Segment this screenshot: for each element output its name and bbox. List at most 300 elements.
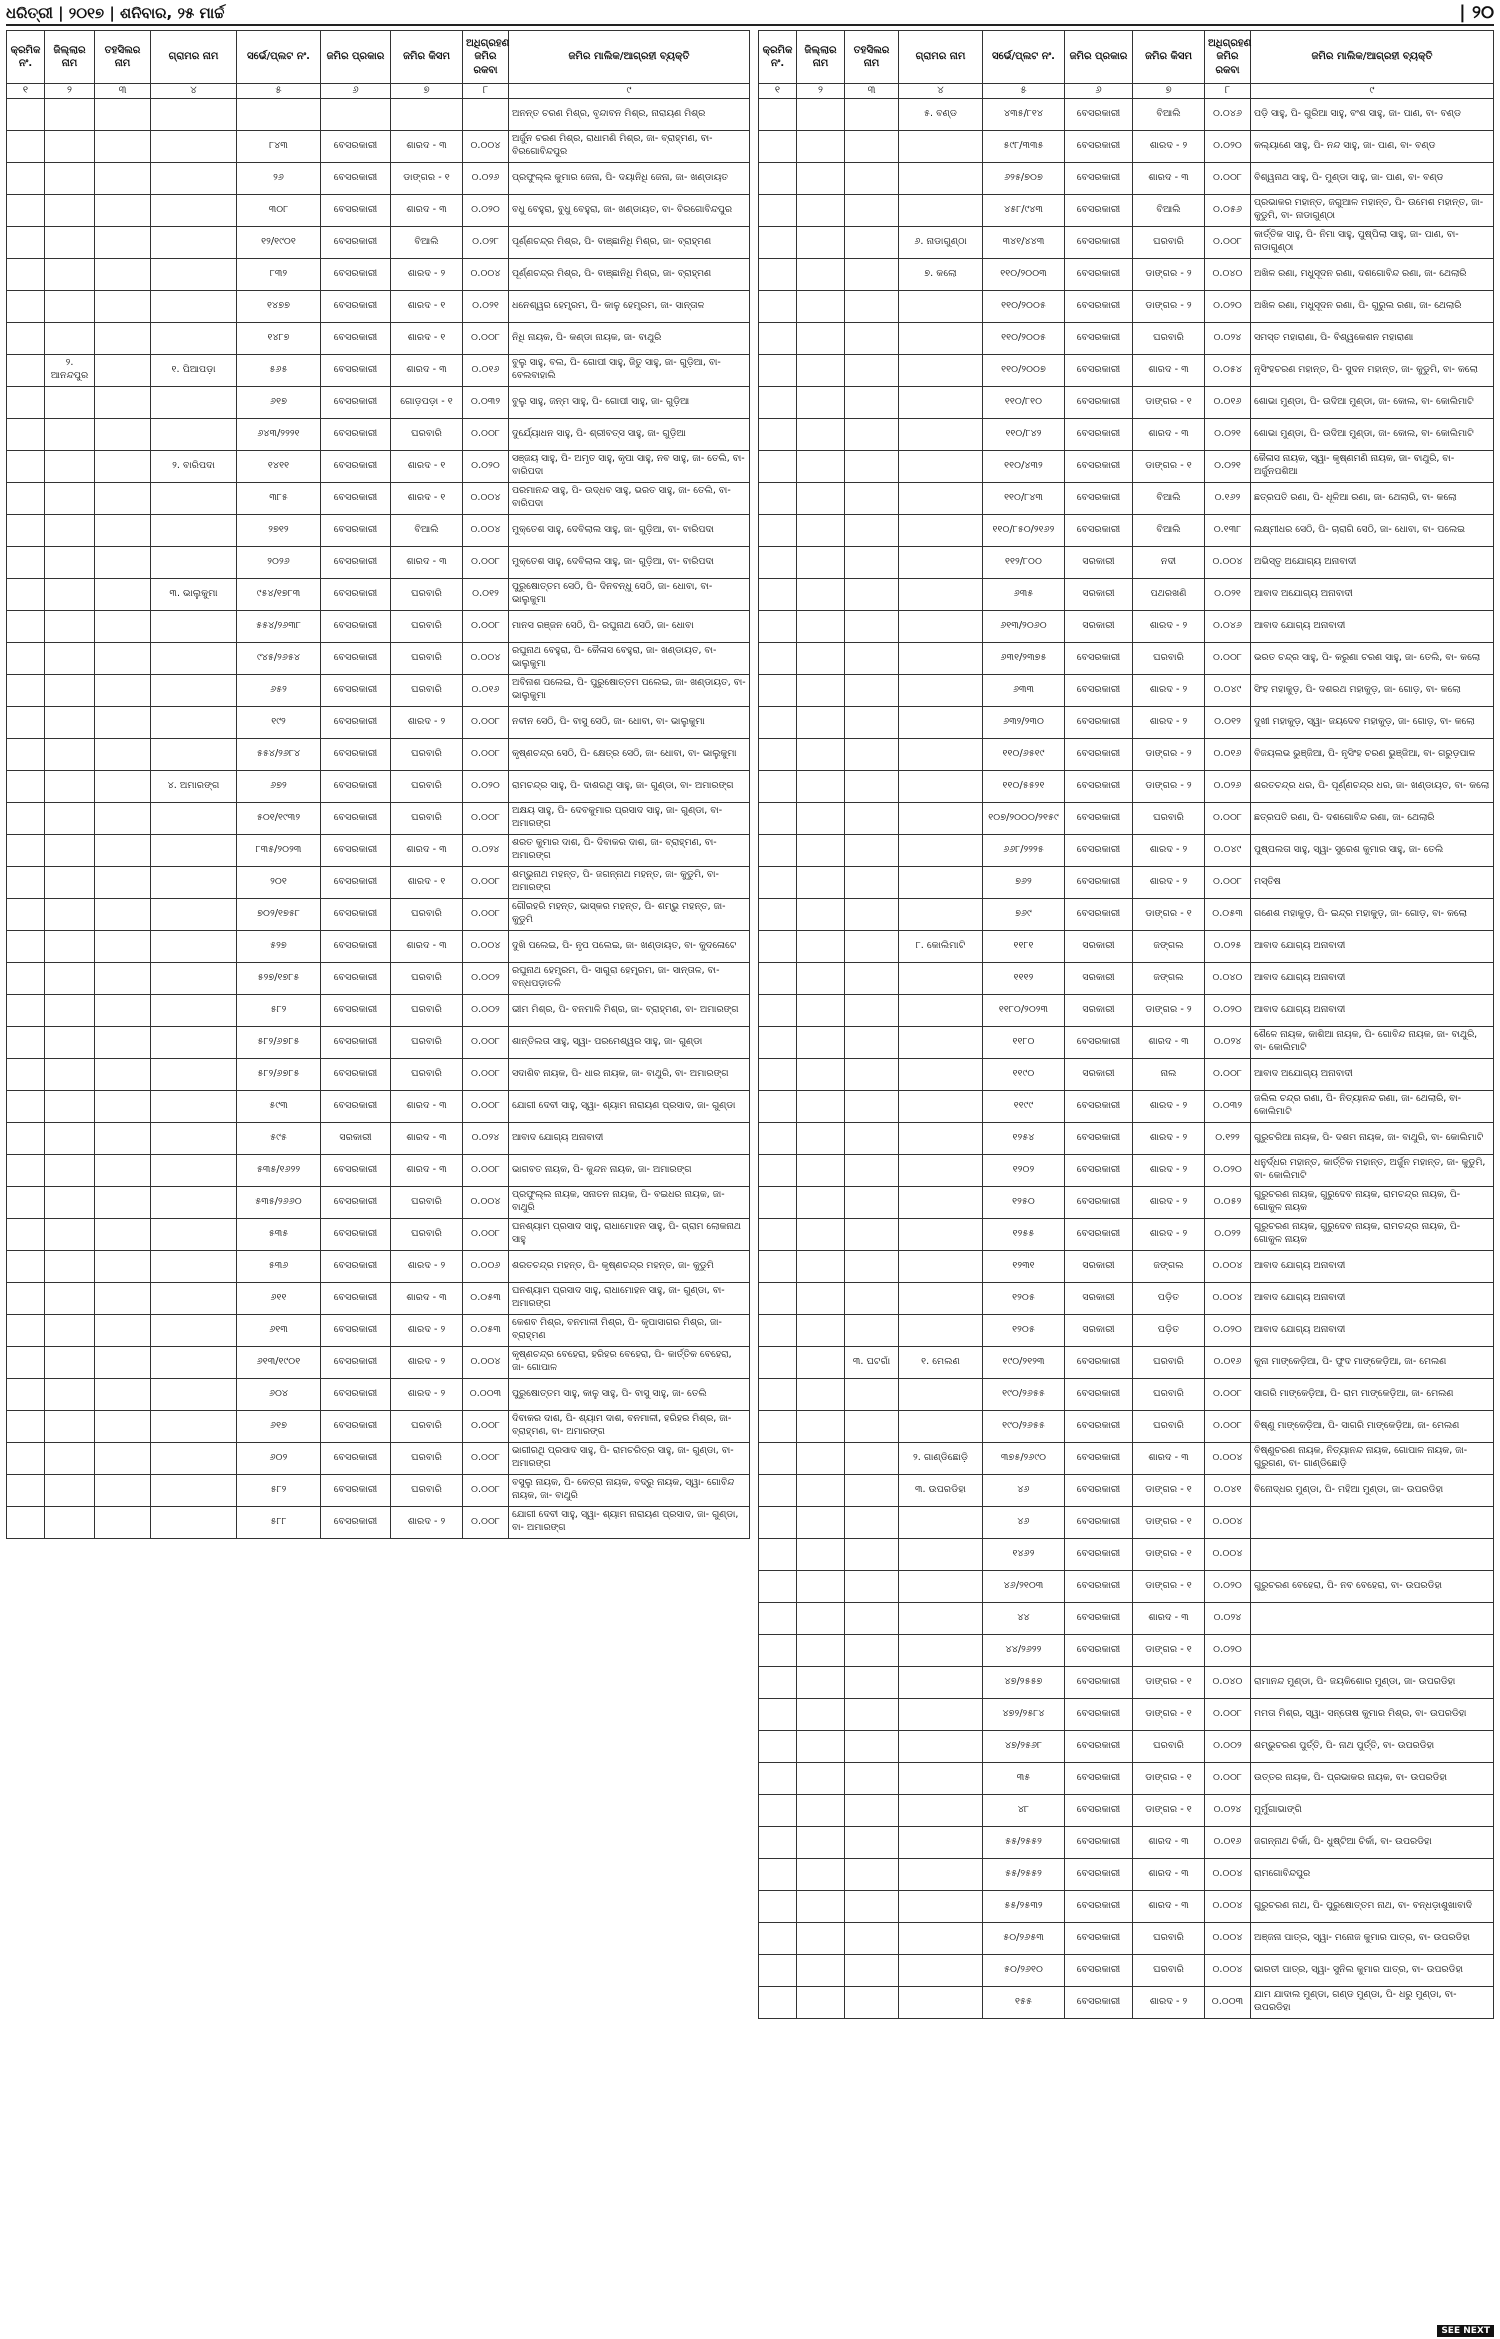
district-cell [45,1378,95,1410]
village-cell [151,610,237,642]
serial-cell [759,450,797,482]
owner-cell: ମସ୍ତିଷ [1251,866,1494,898]
area-cell: ୦.୦୧୨ [463,578,509,610]
district-cell [797,1602,845,1634]
tahasil-cell [845,1922,899,1954]
land-type-cell: ସରକାରୀ [1065,994,1133,1026]
land-type-cell: ବେସରକାରୀ [1065,770,1133,802]
owner-cell: ଅନନ୍ତ ଚରଣ ମିଶ୍ର, ବୃନ୍ଦାବନ ମିଶ୍ର, ନାରାୟଣ ମିଶ୍ର [509,98,750,130]
table-row [7,770,750,802]
land-type-cell: ବେସରକାରୀ [1065,1026,1133,1058]
tahasil-cell [95,162,151,194]
tahasil-cell [845,994,899,1026]
district-cell [797,1666,845,1698]
tahasil-cell [95,1218,151,1250]
left-column [6,30,750,2326]
serial-cell [7,418,45,450]
village-cell [151,1122,237,1154]
header-cell: କ୍ରମିକ ନଂ. [759,31,797,84]
land-kisam-cell: ଘରବାରି [1133,1378,1205,1410]
village-cell [151,1442,237,1474]
table-row [759,1698,1494,1730]
district-cell [797,1794,845,1826]
owner-cell: ଆବାଦ ଯୋଗ୍ୟ ଅନାବାଦୀ [1251,610,1494,642]
land-type-cell: ସରକାରୀ [1065,1314,1133,1346]
district-cell [797,1538,845,1570]
land-type-cell: ବେସରକାରୀ [1065,1634,1133,1666]
table-row [7,1186,750,1218]
plot-number-cell: ୧୧୦/୮୫୦/୨୧୬୨ [983,514,1065,546]
area-cell: ୦.୦୨୪ [463,1122,509,1154]
land-type-cell: ବେସରକାରୀ [321,130,391,162]
tahasil-cell [95,962,151,994]
area-cell: ୦.୦୦୮ [463,1506,509,1538]
area-cell: ୦.୦୦୮ [463,1058,509,1090]
serial-cell [7,1250,45,1282]
district-cell [45,674,95,706]
table-row [7,418,750,450]
area-cell: ୦.୧୬୨ [1205,482,1251,514]
district-cell [797,1442,845,1474]
district-cell [45,1186,95,1218]
tahasil-cell [845,1826,899,1858]
land-type-cell: ବେସରକାରୀ [321,290,391,322]
serial-cell [759,1218,797,1250]
plot-number-cell: ୩୭୫/୨୬୯୦ [983,1442,1065,1474]
district-cell [797,1986,845,2018]
owner-cell: ମୁର୍ମୁଗାଭାଙ୍ଗି [1251,1794,1494,1826]
tahasil-cell [95,834,151,866]
village-cell [151,962,237,994]
column-number: ୬ [1065,84,1133,99]
district-cell [45,1410,95,1442]
serial-cell [759,866,797,898]
tahasil-cell [845,1602,899,1634]
land-kisam-cell: ଡାଙ୍ଗର - ୨ [1133,290,1205,322]
plot-number-cell: ୧୧୦/୫୫୨୧ [983,770,1065,802]
owner-cell [1251,1602,1494,1634]
owner-cell: ବୁଲୁ ସାହୁ, ବଲ, ପି- ଗୋପୀ ସାହୁ, ଜିତୁ ସାହୁ, ଜା- ଗୁଡ଼ିଆ, ବା- ବେଲବାହାଲି [509,354,750,386]
owner-cell: ଆବାଦ ଯୋଗ୍ୟ ଅନାବାଦୀ [509,1122,750,1154]
village-cell [151,1218,237,1250]
area-cell: ୦.୦୧୬ [1205,738,1251,770]
owner-cell: ଦିବାକର ଦାଶ, ପି- ଶ୍ୟାମ ଦାଶ, ବନମାଳୀ, ହରିହର ମିଶ୍ର, ଜା- ବ୍ରାହ୍ମଣ, ବା- ଅମାରଙ୍ଗ [509,1410,750,1442]
area-cell: ୦.୦୦୪ [463,482,509,514]
tahasil-cell [845,1954,899,1986]
village-cell [899,546,983,578]
village-cell [899,962,983,994]
land-kisam-cell: ଗୋଡ଼ପଡ଼ା - ୧ [391,386,463,418]
tahasil-cell [845,770,899,802]
table-row [7,706,750,738]
serial-cell [759,1474,797,1506]
table-row [759,994,1494,1026]
plot-number-cell: ୫୫୪/୨୬୩୮ [237,610,321,642]
area-cell: ୦.୦୪୧ [1205,1474,1251,1506]
land-kisam-cell: ଡାଙ୍ଗର - ୨ [1133,770,1205,802]
table-row [7,1122,750,1154]
serial-cell [759,1282,797,1314]
plot-number-cell: ୭୬୨ [983,866,1065,898]
land-kisam-cell: ଘରବାରି [1133,642,1205,674]
serial-cell [7,1090,45,1122]
owner-cell [1251,1506,1494,1538]
table-row [7,738,750,770]
header-cell: ଜମିର କିସମ [391,31,463,84]
district-cell [797,770,845,802]
tahasil-cell [95,1442,151,1474]
tahasil-cell [95,450,151,482]
land-type-cell: ବେସରକାରୀ [1065,1954,1133,1986]
area-cell: ୦.୦୦୮ [463,1410,509,1442]
tahasil-cell [95,1090,151,1122]
owner-cell: ଲକ୍ଷ୍ମୀଧର ସେଠି, ପି- ଚାରାଗି ସେଠି, ଜା- ଧୋବା, ବା- ପଲେଇ [1251,514,1494,546]
district-cell [797,1730,845,1762]
land-kisam-cell: ବିଆଲି [391,514,463,546]
district-cell [797,1218,845,1250]
village-cell [899,1730,983,1762]
land-kisam-cell: ଶାରଦ - ୨ [1133,1186,1205,1218]
village-cell [899,1986,983,2018]
district-cell [45,738,95,770]
table-row [759,1122,1494,1154]
plot-number-cell: ୧୦୭/୨୦୦୦/୨୧୫୯ [983,802,1065,834]
tahasil-cell [845,1858,899,1890]
tahasil-cell [95,578,151,610]
serial-cell [759,226,797,258]
tahasil-cell [845,1250,899,1282]
serial-cell [759,1634,797,1666]
village-cell [899,514,983,546]
tahasil-cell [845,1890,899,1922]
plot-number-cell: ୨୭୧୨ [237,514,321,546]
district-cell [45,1218,95,1250]
village-cell [151,514,237,546]
district-cell [797,962,845,994]
land-type-cell: ବେସରକାରୀ [321,1346,391,1378]
land-kisam-cell: ଘରବାରି [1133,1954,1205,1986]
district-cell [45,706,95,738]
owner-cell: ପୁଷ୍ପଲତା ସାହୁ, ସ୍ୱା- ସୁରେଶ କୁମାର ସାହୁ, ଜା- ତେଲି [1251,834,1494,866]
land-kisam-cell [391,98,463,130]
plot-number-cell: ୧୨୩୧ [983,1250,1065,1282]
serial-cell [759,1986,797,2018]
tahasil-cell [845,706,899,738]
column-number: ୮ [1205,84,1251,99]
land-type-cell: ବେସରକାରୀ [321,162,391,194]
table-row [759,1218,1494,1250]
column-number: ୭ [391,84,463,99]
header-cell: ଜମିର ପ୍ରକାର [321,31,391,84]
land-kisam-cell: ଶାରଦ - ୩ [391,194,463,226]
land-kisam-cell: ଡାଙ୍ଗର - ୧ [1133,898,1205,930]
area-cell: ୦.୦୨୦ [1205,130,1251,162]
table-row [759,1058,1494,1090]
table-row [759,1442,1494,1474]
district-cell [797,1122,845,1154]
district-cell [797,1378,845,1410]
tahasil-cell [845,162,899,194]
table-row [759,1730,1494,1762]
village-cell [899,322,983,354]
serial-cell [7,1218,45,1250]
land-kisam-cell: ଶାରଦ - ୧ [391,290,463,322]
table-row [7,1026,750,1058]
plot-number-cell: ୬୫୨ [237,674,321,706]
village-cell [151,1058,237,1090]
land-type-cell: ବେସରକାରୀ [321,834,391,866]
district-cell [45,770,95,802]
village-cell [899,450,983,482]
column-number: ୨ [45,84,95,99]
area-cell: ୦.୦୦୪ [463,130,509,162]
plot-number-cell: ୧୧୦/୪୩୨ [983,450,1065,482]
village-cell [151,482,237,514]
serial-cell [759,514,797,546]
tahasil-cell [845,194,899,226]
header-cell: ତହସିଲର ନାମ [95,31,151,84]
district-cell [797,130,845,162]
village-cell [151,546,237,578]
tahasil-cell [845,898,899,930]
village-cell [899,1186,983,1218]
village-cell [899,674,983,706]
area-cell: ୦.୦୦୪ [1205,1890,1251,1922]
owner-cell: ସାଗରି ମାଙ୍କେଡ଼ିଆ, ପି- ରାମ ମାଙ୍କେଡ଼ିଆ, ଜା- ମେଲଣ [1251,1378,1494,1410]
land-type-cell: ବେସରକାରୀ [321,386,391,418]
column-number: ୩ [845,84,899,99]
owner-cell: ରଘୁନାଥ ହେମ୍ବ୍ରମ, ପି- ସାଗୁରା ହେମ୍ବ୍ରମ, ଜା- ସାନ୍ତାଳ, ବା- ବନ୍ଧପଡ଼ାତଳି [509,962,750,994]
serial-cell [759,578,797,610]
serial-cell [759,642,797,674]
serial-cell [7,290,45,322]
area-cell: ୦.୦୦୪ [1205,1954,1251,1986]
owner-cell: ଶରତଚନ୍ଦ୍ର ଧର, ପି- ପୂର୍ଣ୍ଣଚନ୍ଦ୍ର ଧର, ଜା- ଖଣ୍ଡାୟତ, ବା- କଲୋ [1251,770,1494,802]
village-cell: ୫. ବଣ୍ଡ [899,98,983,130]
district-cell [45,1090,95,1122]
district-cell [797,578,845,610]
area-cell: ୦.୦୨୮ [463,226,509,258]
tahasil-cell [845,1026,899,1058]
village-cell [151,386,237,418]
owner-cell: ମୁକ୍ତେଶ ସାହୁ, ଦେବିଲାଲ ସାହୁ, ଜା- ଗୁଡ଼ିଆ, ବା- ବାରିପଦା [509,514,750,546]
land-kisam-cell: ଶାରଦ - ୩ [391,1090,463,1122]
serial-cell [759,1250,797,1282]
owner-cell: ଭୀମ ମିଶ୍ର, ପି- ବନମାଳି ମିଶ୍ର, ଜା- ବ୍ରାହ୍ମଣ, ବା- ଅମାରଙ୍ଗ [509,994,750,1026]
plot-number-cell: ୭୦୨/୧୭୫୮ [237,898,321,930]
serial-cell [7,258,45,290]
serial-cell [759,706,797,738]
land-kisam-cell: ଶାରଦ - ୩ [1133,1858,1205,1890]
table-row [759,1986,1494,2018]
tahasil-cell [845,1218,899,1250]
area-cell: ୦.୦୨୦ [463,194,509,226]
district-cell [797,194,845,226]
land-type-cell: ବେସରକାରୀ [1065,1794,1133,1826]
area-cell: ୦.୦୦୮ [463,866,509,898]
land-kisam-cell: ଶାରଦ - ୩ [391,130,463,162]
area-cell: ୦.୦୦୮ [463,610,509,642]
serial-cell [7,546,45,578]
tahasil-cell [95,1506,151,1538]
area-cell: ୦.୦୦୮ [1205,1698,1251,1730]
district-cell [797,1506,845,1538]
serial-cell [759,1890,797,1922]
tahasil-cell [845,1378,899,1410]
land-kisam-cell: ଡାଙ୍ଗର - ୧ [1133,1538,1205,1570]
tahasil-cell [95,482,151,514]
owner-cell: ରାମଗୋବିନ୍ଦପୁର [1251,1858,1494,1890]
land-kisam-cell: ଶାରଦ - ୨ [391,1314,463,1346]
area-cell: ୦.୦୪୬ [1205,610,1251,642]
land-kisam-cell: ଶାରଦ - ୩ [391,546,463,578]
plot-number-cell: ୧୨୦୫ [983,1282,1065,1314]
tahasil-cell [95,1186,151,1218]
area-cell: ୦.୦୫୩ [463,1282,509,1314]
tahasil-cell [845,290,899,322]
plot-number-cell: ୩୫ [983,1762,1065,1794]
serial-cell [759,1954,797,1986]
owner-cell: ପଡ଼ି ସାହୁ, ପି- ଗୁରିଆ ସାହୁ, ବଂଶ ସାହୁ, ଜା- ପାଣ, ବା- ବଣ୍ଡ [1251,98,1494,130]
land-type-cell: ବେସରକାରୀ [1065,1090,1133,1122]
tahasil-cell [95,1346,151,1378]
table-row [759,450,1494,482]
table-row [759,1538,1494,1570]
tahasil-cell [845,866,899,898]
table-row [7,1410,750,1442]
land-kisam-cell: ଘରବାରି [1133,1410,1205,1442]
owner-cell: ଶୈଳେ ନାୟକ, କାଶିଆ ନାୟକ, ପି- ଗୋବିନ୍ଦ ନାୟକ, ଜା- ବାଥୁରି, ବା- କୋଲିମାଟି [1251,1026,1494,1058]
area-cell: ୦.୦୧୬ [463,354,509,386]
village-cell [151,866,237,898]
village-cell [899,418,983,450]
tahasil-cell [845,1666,899,1698]
table-row [759,1474,1494,1506]
owner-cell: ଅକ୍ଷୟ ସାହୁ, ପି- ଦେବକୁମାର ପ୍ରସାଦ ସାହୁ, ଜା- ଗୁଣ୍ଡା, ବା- ଅମାରଙ୍ଗ [509,802,750,834]
land-kisam-cell: ଶାରଦ - ୨ [1133,610,1205,642]
land-kisam-cell: ଘରବାରି [391,1410,463,1442]
land-kisam-cell: ନଦୀ [1133,546,1205,578]
serial-cell [759,1794,797,1826]
district-cell [45,1122,95,1154]
village-cell [899,194,983,226]
area-cell: ୦.୦୨୬ [463,162,509,194]
serial-cell [7,322,45,354]
land-type-cell: ସରକାରୀ [1065,1250,1133,1282]
plot-number-cell: ୫୫/୨୫୩୨ [983,1890,1065,1922]
tahasil-cell [845,578,899,610]
owner-cell: ଘନଶ୍ୟାମ ପ୍ରସାଦ ସାହୁ, ରାଧାମୋହନ ସାହୁ, ପି- ଗ୍ରାମ ଲୋକନାଥ ସାହୁ [509,1218,750,1250]
header-cell: ଜିଲ୍ଲାର ନାମ [45,31,95,84]
column-number: ୧ [759,84,797,99]
table-row [7,994,750,1026]
owner-cell: ଉତ୍ତର ନାୟକ, ପି- ପ୍ରଭାକର ନାୟକ, ବା- ଉପରଡିହା [1251,1762,1494,1794]
owner-cell: ଘନଶ୍ୟାମ ପ୍ରସାଦ ସାହୁ, ରାଧାମୋହନ ସାହୁ, ଜା- ଗୁଣ୍ଡା, ବା- ଅମାରଙ୍ଗ [509,1282,750,1314]
land-type-cell: ବେସରକାରୀ [1065,98,1133,130]
land-type-cell: ବେସରକାରୀ [321,226,391,258]
serial-cell [759,194,797,226]
plot-number-cell: ୧୧୮୦ [983,1026,1065,1058]
tahasil-cell [845,1410,899,1442]
table-row [759,1666,1494,1698]
district-cell [797,450,845,482]
serial-cell [759,1666,797,1698]
plot-number-cell: ୩୪୧/୪୪୩ [983,226,1065,258]
village-cell [899,1954,983,1986]
district-cell [45,546,95,578]
page-number: | ୨୦ [1459,2,1494,23]
land-type-cell: ବେସରକାରୀ [1065,482,1133,514]
village-cell [151,258,237,290]
owner-cell: ଗୁରୁଚରଣ ବେହେରା, ପି- ନବ ବେହେରା, ବା- ଉପରଡିହା [1251,1570,1494,1602]
land-type-cell: ବେସରକାରୀ [321,770,391,802]
village-cell [899,610,983,642]
village-cell [151,226,237,258]
table-row [759,1890,1494,1922]
serial-cell [7,482,45,514]
plot-number-cell: ୬୩୩ [983,674,1065,706]
tahasil-cell [95,770,151,802]
tahasil-cell [845,226,899,258]
land-type-cell: ବେସରକାରୀ [1065,290,1133,322]
district-cell [45,1250,95,1282]
owner-cell: ପୁରୁଷୋତ୍ତମ ସାହୁ, କାଳୁ ସାହୁ, ପି- ବାସୁ ସାହୁ, ଜା- ତେଲି [509,1378,750,1410]
land-kisam-cell: ଶାରଦ - ୧ [391,482,463,514]
tahasil-cell [845,610,899,642]
owner-cell: ରାମଚନ୍ଦ୍ର ସାହୁ, ପି- ଦାଶରଥି ସାହୁ, ଜା- ଗୁଣ୍ଡା, ବା- ଅମାରଙ୍ଗ [509,770,750,802]
district-cell [797,1026,845,1058]
area-cell: ୦.୦୦୪ [1205,1282,1251,1314]
village-cell [151,1154,237,1186]
land-kisam-cell: ବିଆଲି [1133,482,1205,514]
tahasil-cell [95,1474,151,1506]
plot-number-cell: ୪୭୨/୨୫୮୪ [983,1698,1065,1730]
table-row [7,1314,750,1346]
district-cell [45,962,95,994]
owner-cell: କୃଷ୍ଣଚନ୍ଦ୍ର ସେଠି, ପି- କ୍ଷେତ୍ର ସେଠି, ଜା- ଧୋବା, ବା- ଭାଲୁକୁମା [509,738,750,770]
table-row [7,1378,750,1410]
table-row [759,578,1494,610]
serial-cell [7,578,45,610]
land-type-cell: ବେସରକାରୀ [1065,1762,1133,1794]
land-type-cell: ବେସରକାରୀ [1065,418,1133,450]
owner-cell: ପୂର୍ଣ୍ଣଚନ୍ଦ୍ର ମିଶ୍ର, ପି- ବାଞ୍ଛାନିଧି ମିଶ୍ର, ଜା- ବ୍ରାହ୍ମଣ [509,226,750,258]
land-type-cell: ବେସରକାରୀ [321,1186,391,1218]
tahasil-cell [845,802,899,834]
village-cell [151,802,237,834]
plot-number-cell: ୪୩୫/୮୧୪ [983,98,1065,130]
serial-cell [759,1506,797,1538]
land-kisam-cell: ଶାରଦ - ୩ [1133,1826,1205,1858]
land-type-cell: ବେସରକାରୀ [1065,226,1133,258]
owner-cell: ଗୌରହରି ମହନ୍ତ, ଭାସ୍କର ମହନ୍ତ, ପି- ଶମ୍ଭୁ ମହନ୍ତ, ଜା- କୁଡୁମି [509,898,750,930]
header-cell: ଜମିର ମାଲିକ/ଆଗ୍ରହୀ ବ୍ୟକ୍ତି [509,31,750,84]
district-cell [45,1346,95,1378]
area-cell: ୦.୦୨୦ [1205,1154,1251,1186]
serial-cell [7,898,45,930]
header-cell: ଅଧିଗ୍ରହଣ ଜମିର ରକବା [463,31,509,84]
area-cell: ୦.୦୩୨ [1205,1090,1251,1122]
district-cell [797,1634,845,1666]
serial-cell [759,1154,797,1186]
land-type-cell: ବେସରକାରୀ [1065,834,1133,866]
district-cell [797,162,845,194]
land-kisam-cell: ଡାଙ୍ଗର - ୨ [1133,258,1205,290]
serial-cell [7,962,45,994]
area-cell: ୦.୦୦୮ [463,1154,509,1186]
table-row [759,98,1494,130]
serial-cell [7,1186,45,1218]
